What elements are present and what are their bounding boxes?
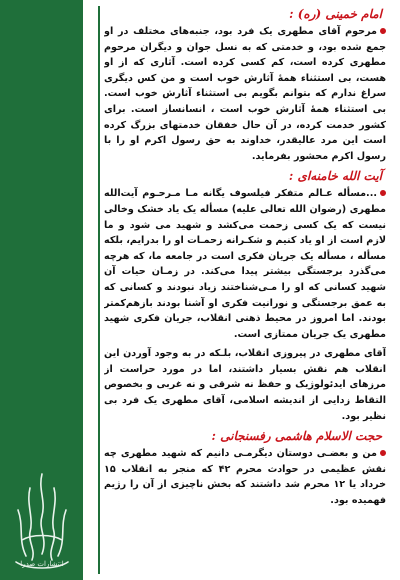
bullet-icon	[380, 190, 386, 196]
quote-paragraph: من و بعضـی دوستان دیگرمـی دانیم که شهید مطهری چه نقش عظیمی در حوادث محرم ۴۲ که منجر به انقلاب ۱۵ خرداد یا ۱۲ محرم شد داشتند که بخش ناچیزی از آن را رژیم فهمیده بود.	[104, 448, 386, 507]
section-heading: حجت الاسلام هاشمی رفسنجانی :	[211, 429, 382, 444]
publisher-name: انتشارات صدرا	[20, 560, 64, 568]
quote-paragraph: مرحوم آقای مطهری یک فرد بود، جنبه‌های مختلف در او جمع شده بود، و خدمتی که به نسل جوان و دیگران مرحوم مطهری کرده است، کم کسی کرده است. آثاری که از او هست، بی استثناء همهٔ آثارش خوب است و من کس دیگری سراغ ندارم که بتوانم بگویم بی استثناء آثارش خوب است. بی استثناء همهٔ آثارش خوب است ، انسانساز است. برای کشور خدمت کرده، در آن حال خفقان خدمتهای بزرگ کرده است این مرد عالیقدر، خداوند به حق رسول اکرم او را با رسول اکرم محشور بفرماید.	[104, 26, 386, 162]
bullet-icon	[380, 28, 386, 34]
quote-section-rafsanjani	[104, 428, 386, 508]
section-heading: آیت الله خامنه‌ای :	[288, 169, 382, 184]
bullet-icon	[380, 450, 386, 456]
quote-section-imam	[104, 6, 386, 164]
section-heading: امام خمینی (ره) :	[289, 7, 382, 21]
quote-section-khamenei	[104, 168, 386, 424]
quotes-content	[104, 6, 386, 571]
sadra-publisher-logo-icon	[8, 470, 76, 574]
quote-paragraph: آقای مطهری در پیروزی انقلاب، بلـکه در به وجود آوردن این انقلاب هم نقش بسیار داشتند، اما در مورد حراست از مرزهای ایدئولوژیک و حفظ نه شرقی و نه غربی و بخصوص التقاط زدایی از اندیشه اسلامی، آقای مطهری یک فرد بی نظیر بود.	[104, 348, 386, 422]
quote-paragraph: ...مسأله عـالم متفکر فیلسوف یگانه مـا مـرحـوم آیت‌الله مطهری (رضوان الله تعالی علیه) مسأله یک یاد خشک وخالی نیست که یک کسی زحمت می‌کشد و شهید می شود و ما لازم است از او یاد کنیم و شکـرانه زحمـات او را بدرایم، بلکه مسأله ، مسأله یک جریان فکری است در جامعه ما، که هرچه می‌گذرد برجستگی بیشتر پیدا می‌کند. در زمـان حیات آن شهید کسانی که او را مـی‌شناختند زیاد نبودند و کسانی که به عمق برجستگی و نورانیت فکری او آشنا بودند بازهم‌کمتر بودند. اما امروز در محیط ذهنی انقلاب، جریان فکری شهید مطهری یک جریان ممتازی است.	[104, 188, 386, 340]
